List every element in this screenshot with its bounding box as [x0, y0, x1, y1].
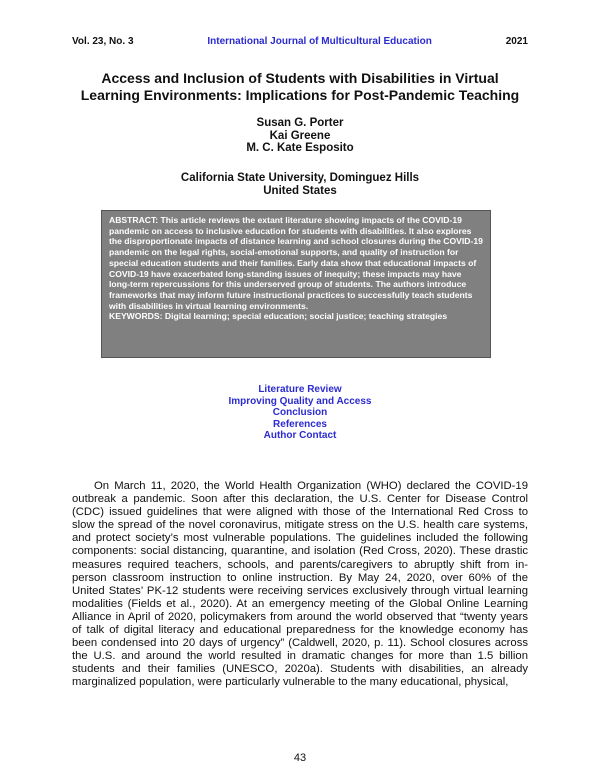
title-line-1: Access and Inclusion of Students with Disabilities in Virtual [101, 70, 499, 86]
author-name: Susan G. Porter [256, 117, 344, 129]
author-list [100, 117, 500, 155]
toc-link-author-contact[interactable]: Author Contact [263, 430, 337, 441]
author-name: Kai Greene [269, 129, 331, 142]
toc-link-references[interactable]: References [273, 418, 327, 430]
author-name: M. C. Kate Esposito [246, 142, 354, 154]
page-number: 43 [293, 752, 307, 764]
toc-link-conclusion[interactable]: Conclusion [272, 407, 328, 418]
article-title [40, 70, 560, 104]
abstract-text: ABSTRACT: This article reviews the extant literature showing impacts of the COVID-19 pandemic on access to inclusive education for students with disabilities. It also explores the disproportionate impacts of distance learning and school closures during the COVID-19 pandemic on the legal rights, social-emotional supports, and quality of instruction for special education students and their families. Early data show that educational impacts of COVID-19 have exacerbated long-standing issues of inequity; these impacts may have long-term repercussions for this underserved group of students. The authors introduce frameworks that may inform future instructional practices to successfully teach students with disabilities in virtual learning environments. [109, 215, 483, 311]
affiliation [100, 172, 500, 197]
toc-link-improving-quality[interactable]: Improving Quality and Access [228, 395, 372, 407]
country-name: United States [263, 184, 337, 197]
title-line-2: Learning Environments: Implications for Post-Pandemic Teaching [80, 87, 520, 103]
journal-name: International Journal of Multicultural Education [207, 36, 432, 47]
running-header [72, 36, 528, 47]
year-label: 2021 [505, 36, 528, 47]
body-paragraph: On March 11, 2020, the World Health Organization (WHO) declared the COVID-19 outbreak a pandemic. Soon after this declaration, the U.S. Center for Disease Control (CDC) issued guidelines that were aligned with those of the International Red Cross to slow the spread of the novel coronavirus, mitigate stress on the U.S. health care systems, and protect society’s most vulnerable populations. The guidelines included the following components: social distancing, quarantine, and isolation (Red Cross, 2020). These drastic measures required teachers, schools, and parents/caregivers to abruptly shift from in-person classroom instruction to online instruction. By May 24, 2020, over 60% of the United States’ PK-12 students were receiving services exclusively through virtual learning modalities (Fields et al., 2020). At an emergency meeting of the Global Online Learning Alliance in April of 2020, policymakers from around the world observed that “twenty years of talk of digital literacy and educational preparedness for the knowledge economy has been condensed into 20 days of urgency” (Caldwell, 2020, p. 11). School closures across the U.S. and around the world resulted in dramatic changes for more than 1.5 billion students and their families (UNESCO, 2020a). Students with disabilities, an already marginalized population, were particularly vulnerable to the many educational, physical, [72, 480, 528, 689]
university-name: California State University, Dominguez Hills [180, 172, 420, 184]
abstract-box [101, 210, 491, 358]
volume-label: Vol. 23, No. 3 [72, 36, 134, 47]
keywords-text: KEYWORDS: Digital learning; special education; social justice; teaching strategies [109, 311, 448, 322]
table-of-contents [150, 384, 450, 442]
toc-link-literature-review[interactable]: Literature Review [258, 384, 342, 395]
